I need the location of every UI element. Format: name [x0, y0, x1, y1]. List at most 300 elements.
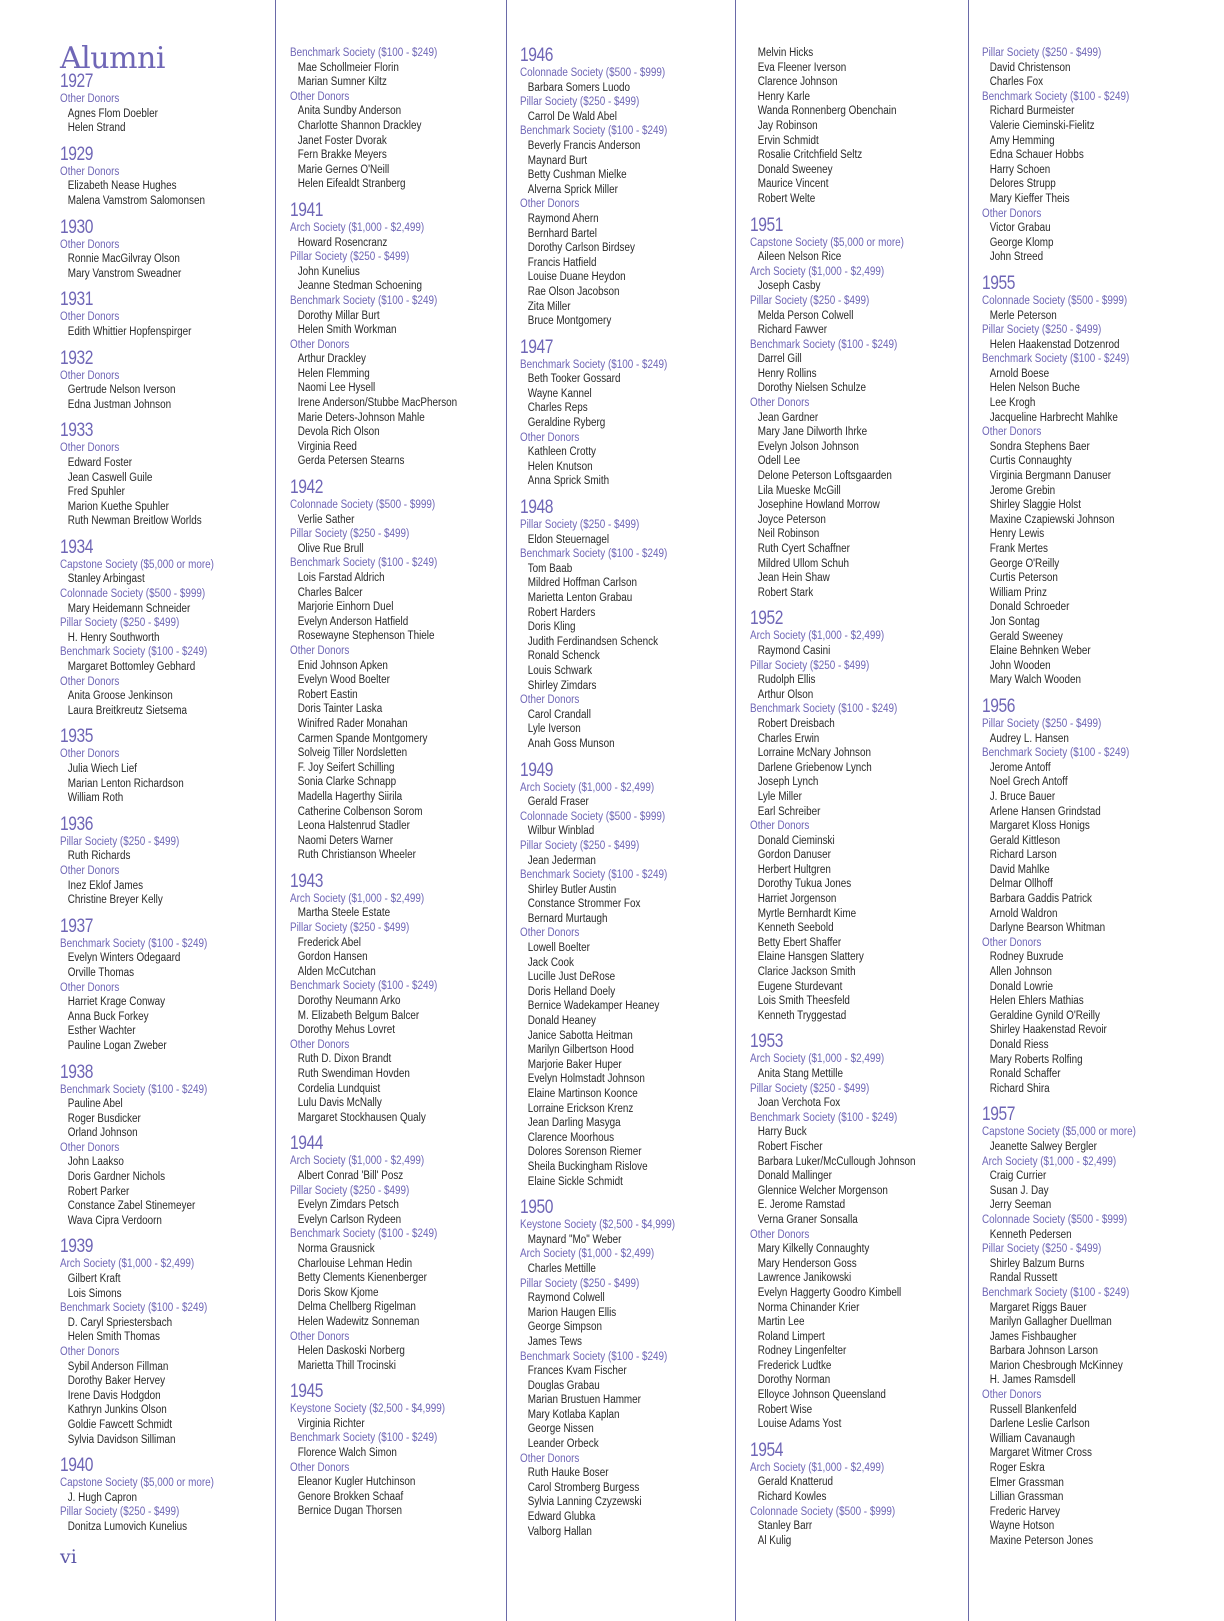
donor-name: Helen Ehlers Mathias: [989, 995, 1084, 1008]
donor-name: Norma Grausnick: [297, 1242, 375, 1255]
donor-name: Jack Cook: [527, 956, 574, 969]
class-year-heading: 1955: [982, 272, 1016, 294]
donor-name: Susan J. Day: [989, 1184, 1049, 1197]
donor-name: Agnes Flom Doebler: [67, 107, 158, 120]
class-year-section: [520, 498, 730, 752]
donor-name: George Nissen: [527, 1423, 594, 1436]
donor-name: Madella Hagerthy Siirila: [297, 790, 403, 803]
donor-name: Sheila Buckingham Rislove: [527, 1160, 648, 1173]
donor-name: Sylvia Lanning Czyzewski: [527, 1496, 642, 1509]
giving-society-label: Arch Society ($1,000 - $2,499): [750, 1053, 885, 1066]
donor-name: Irene Davis Hodgdon: [67, 1389, 161, 1402]
donor-name: Wayne Kannel: [527, 387, 592, 400]
donor-name: Helen Strand: [67, 122, 126, 135]
donor-name: Francis Hatfield: [527, 256, 597, 269]
donor-name: Inez Eklof James: [67, 879, 144, 892]
donor-name: Doris Gardner Nichols: [67, 1171, 166, 1184]
donor-name: Betty Ebert Shaffer: [757, 936, 842, 949]
donor-name: John Streed: [989, 251, 1044, 264]
donor-name: Mary Kilkelly Connaughty: [757, 1243, 870, 1256]
column-4: [750, 46, 960, 1548]
donor-name: Lorraine McNary Johnson: [757, 747, 871, 760]
donor-name: Rosalie Critchfield Seltz: [757, 149, 863, 162]
class-year-heading: 1932: [60, 347, 94, 369]
donor-name: Lila Mueske McGill: [757, 484, 841, 497]
donor-name: George Klomp: [989, 236, 1054, 249]
donor-name: Helen Daskoski Norberg: [297, 1345, 405, 1358]
donor-name: Curtis Peterson: [989, 572, 1058, 585]
donor-name: Dorothy Neumann Arko: [297, 995, 401, 1008]
donor-name: Virginia Reed: [297, 440, 357, 453]
class-year-heading: 1951: [750, 214, 784, 236]
donor-name: Marion Haugen Ellis: [527, 1306, 617, 1319]
donor-name: Noel Grech Antoff: [989, 776, 1068, 789]
giving-society-label: Other Donors: [520, 1452, 580, 1465]
donor-name: Wayne Hotson: [989, 1520, 1055, 1533]
class-year-section: [290, 201, 500, 469]
giving-society-label: Other Donors: [60, 369, 120, 382]
donor-name: Marion Kuethe Spuhler: [67, 500, 169, 513]
donor-name: Elaine Behnken Weber: [989, 645, 1091, 658]
giving-society-label: Other Donors: [982, 207, 1042, 220]
donor-name: Evelyn Anderson Hatfield: [297, 615, 409, 628]
donor-name: Mae Schollmeier Florin: [297, 61, 399, 74]
donor-name: Beth Tooker Gossard: [527, 373, 621, 386]
giving-society-label: Other Donors: [750, 820, 810, 833]
donor-name: Audrey L. Hansen: [989, 732, 1069, 745]
class-year-section: [520, 761, 730, 1190]
donor-name: Judith Ferdinandsen Schenck: [527, 635, 659, 648]
donor-name: Evelyn Winters Odegaard: [67, 952, 181, 965]
donor-name: Arlene Hansen Grindstad: [989, 805, 1101, 818]
donor-name: Raymond Ahern: [527, 212, 599, 225]
donor-name: Darrel Gill: [757, 353, 802, 366]
donor-name: Jerry Seeman: [989, 1199, 1052, 1212]
donor-name: Gordon Danuser: [757, 849, 831, 862]
donor-name: Robert Fischer: [757, 1140, 823, 1153]
donor-name: Maynard "Mo" Weber: [527, 1233, 622, 1246]
donor-name: H. James Ramsdell: [989, 1374, 1076, 1387]
giving-society-label: Pillar Society ($250 - $499): [520, 839, 640, 852]
donor-name: M. Elizabeth Belgum Balcer: [297, 1009, 420, 1022]
donor-name: Wilbur Winblad: [527, 825, 595, 838]
donor-name: Charles Erwin: [757, 732, 820, 745]
giving-society-label: Benchmark Society ($100 - $249): [290, 47, 438, 59]
donor-name: Marietta Lenton Grabau: [527, 592, 633, 604]
donor-name: Edna Justman Johnson: [67, 398, 172, 411]
donor-name: Frederick Abel: [297, 936, 361, 949]
donor-name: Margaret Kloss Honigs: [989, 820, 1090, 833]
giving-society-label: Benchmark Society ($100 - $249): [750, 1111, 898, 1124]
class-year-heading: 1943: [290, 870, 324, 892]
donor-name: Arnold Waldron: [989, 907, 1058, 920]
donor-name: Mary Kieffer Theis: [989, 192, 1070, 205]
donor-name: Barbara Gaddis Patrick: [989, 893, 1092, 906]
donor-name: Mildred Ullom Schuh: [757, 557, 849, 570]
donor-name: Eva Fleener Iverson: [757, 61, 847, 74]
class-year-heading: 1949: [520, 759, 554, 781]
donor-name: Gilbert Kraft: [67, 1273, 121, 1286]
donor-name: Anah Goss Munson: [527, 737, 615, 750]
donor-name: Henry Rollins: [757, 367, 817, 380]
donor-name: Roland Limpert: [757, 1330, 825, 1343]
donor-name: Genore Brokken Schaaf: [297, 1490, 404, 1503]
donor-name: Kathleen Crotty: [527, 446, 596, 459]
donor-name: Gerald Fraser: [527, 796, 589, 809]
donor-name: Helen Haakenstad Dotzenrod: [989, 338, 1120, 351]
giving-society-label: Arch Society ($1,000 - $2,499): [290, 221, 425, 234]
class-year-section: [60, 421, 268, 529]
giving-society-label: Pillar Society ($250 - $499): [290, 922, 410, 935]
donor-name: Maynard Burt: [527, 154, 588, 167]
donor-name: Russell Blankenfeld: [989, 1403, 1077, 1416]
donor-name: Kathryn Junkins Olson: [67, 1404, 167, 1417]
donor-name: Donald Cieminski: [757, 834, 835, 847]
donor-name: Catherine Colbenson Sorom: [297, 805, 423, 818]
donor-name: Shirley Butler Austin: [527, 883, 617, 896]
giving-society-label: Arch Society ($1,000 - $2,499): [290, 892, 425, 905]
donor-name: Dorothy Millar Burt: [297, 309, 380, 322]
donor-name: Ruth Cyert Schaffner: [757, 543, 850, 555]
donor-name: Leona Halstenrud Stadler: [297, 820, 410, 833]
class-year-heading: 1927: [60, 71, 94, 92]
donor-name: Ruth Hauke Boser: [527, 1467, 609, 1480]
donor-name: Barbara Somers Luodo: [527, 81, 630, 94]
donor-name: Donald Lowrie: [989, 980, 1053, 993]
giving-society-label: Other Donors: [520, 694, 580, 707]
class-year-section: [750, 1032, 960, 1431]
donor-name: H. Henry Southworth: [67, 631, 160, 644]
donor-name: Rosewayne Stephenson Thiele: [297, 630, 435, 643]
donor-name: Janice Sabotta Heitman: [527, 1029, 633, 1042]
donor-name: Tom Baab: [527, 562, 573, 575]
donor-name: Kenneth Tryggestad: [757, 1009, 847, 1022]
donor-name: Bernice Dugan Thorsen: [297, 1505, 403, 1518]
donor-name: Robert Welte: [757, 192, 816, 205]
donor-name: Darlyne Bearson Whitman: [989, 922, 1106, 935]
donor-name: Winifred Rader Monahan: [297, 717, 408, 730]
donor-name: Rodney Buxrude: [989, 951, 1064, 964]
donor-name: Laura Breitkreutz Sietsema: [67, 704, 188, 717]
donor-name: Mary Heidemann Schneider: [67, 602, 191, 615]
donor-name: Barbara Johnson Larson: [989, 1345, 1099, 1358]
donor-name: Rudolph Ellis: [757, 674, 816, 687]
donor-name: Marian Sumner Kiltz: [297, 76, 387, 89]
donor-name: Dolores Sorenson Riemer: [527, 1146, 642, 1159]
donor-name: Curtis Connaughty: [989, 455, 1072, 468]
giving-society-label: Keystone Society ($2,500 - $4,999): [290, 1403, 446, 1416]
donor-name: Melvin Hicks: [757, 47, 814, 59]
donor-name: Sylvia Davidson Silliman: [67, 1433, 176, 1446]
donor-name: Craig Currier: [989, 1170, 1047, 1183]
giving-society-label: Pillar Society ($250 - $499): [60, 835, 180, 848]
giving-society-label: Other Donors: [60, 165, 120, 178]
class-year-heading: 1939: [60, 1236, 94, 1258]
donor-name: Gerald Kittleson: [989, 834, 1061, 847]
donor-name: Robert Stark: [757, 586, 814, 599]
donor-name: Melda Person Colwell: [757, 309, 854, 322]
giving-society-label: Benchmark Society ($100 - $249): [982, 353, 1130, 366]
donor-name: Helen Knutson: [527, 460, 593, 473]
giving-society-label: Other Donors: [60, 1141, 120, 1154]
donor-name: Doris Tainter Laska: [297, 703, 383, 716]
donor-name: William Cavanaugh: [989, 1432, 1075, 1445]
donor-name: Marilyn Gallagher Duellman: [989, 1316, 1112, 1329]
donor-name: Shirley Haakenstad Revoir: [989, 1024, 1107, 1037]
class-year-heading: 1935: [60, 726, 94, 748]
donor-name: Mary Walch Wooden: [989, 674, 1081, 687]
donor-name: George O'Reilly: [989, 557, 1060, 570]
donor-name: Christine Breyer Kelly: [67, 894, 163, 907]
class-year-heading: 1934: [60, 536, 94, 558]
donor-name: Gertrude Nelson Iverson: [67, 384, 176, 397]
donor-name: Marian Lenton Richardson: [67, 777, 184, 790]
donor-name: Marion Chesbrough McKinney: [989, 1359, 1123, 1372]
donor-name: Delone Peterson Loftsgaarden: [757, 470, 892, 483]
donor-name: Richard Larson: [989, 849, 1057, 862]
column-2: [290, 46, 500, 1519]
giving-society-label: Pillar Society ($250 - $499): [520, 519, 640, 532]
donor-name: Verna Graner Sonsalla: [757, 1213, 858, 1226]
donor-name: Mary Roberts Rolfing: [989, 1053, 1083, 1066]
donor-name: Robert Dreisbach: [757, 717, 835, 730]
donor-name: Amy Hemming: [989, 134, 1055, 147]
class-year-heading: 1947: [520, 336, 554, 358]
column-3: [520, 46, 730, 1539]
donor-name: Aileen Nelson Rice: [757, 251, 842, 264]
donor-name: Lawrence Janikowski: [757, 1272, 852, 1285]
donor-name: Anita Groose Jenkinson: [67, 690, 173, 703]
donor-name: Geraldine Ryberg: [527, 417, 606, 430]
class-year-section: [290, 1134, 500, 1373]
donor-name: Elloyce Johnson Queensland: [757, 1389, 886, 1402]
class-year-heading: 1946: [520, 45, 554, 66]
donor-name: Valerie Cieminski-Fielitz: [989, 119, 1095, 132]
class-year-section: [520, 46, 730, 329]
class-year-section: [982, 1105, 1192, 1548]
donor-name: Harriet Jorgenson: [757, 893, 837, 906]
donor-name: Evelyn Haggerty Goodro Kimbell: [757, 1286, 902, 1299]
donor-name: Carrol De Wald Abel: [527, 110, 617, 123]
donor-name: Anita Sundby Anderson: [297, 105, 402, 118]
donor-name: Virginia Richter: [297, 1417, 365, 1430]
donor-name: Elmer Grassman: [989, 1476, 1064, 1489]
giving-society-label: Pillar Society ($250 - $499): [982, 324, 1102, 337]
class-year-heading: 1945: [290, 1381, 324, 1403]
giving-society-label: Colonnade Society ($500 - $999): [982, 1213, 1128, 1226]
donor-name: J. Bruce Bauer: [989, 790, 1056, 803]
donor-name: Ruth D. Dixon Brandt: [297, 1053, 392, 1066]
donor-name: Donitza Lumovich Kunelius: [67, 1520, 188, 1533]
donor-name: J. Hugh Capron: [67, 1491, 138, 1504]
donor-name: Martin Lee: [757, 1316, 805, 1329]
class-year-section: [60, 917, 268, 1054]
donor-name: Evelyn Holmstadt Johnson: [527, 1073, 645, 1086]
donor-name: Stanley Barr: [757, 1520, 813, 1533]
donor-name: Carol Stromberg Burgess: [527, 1481, 640, 1494]
donor-name: Marjorie Einhorn Duel: [297, 601, 394, 614]
giving-society-label: Colonnade Society ($500 - $999): [750, 1505, 896, 1518]
donor-name: Roger Eskra: [989, 1462, 1045, 1475]
donor-name: Carmen Spande Montgomery: [297, 732, 428, 745]
class-year-heading: 1948: [520, 497, 554, 519]
donor-name: Lucille Just DeRose: [527, 971, 616, 984]
donor-name: Jon Sontag: [989, 615, 1040, 628]
donor-name: Dorothy Tukua Jones: [757, 878, 852, 891]
giving-society-label: Pillar Society ($250 - $499): [750, 294, 870, 307]
class-year-section: [60, 72, 268, 136]
giving-society-label: Arch Society ($1,000 - $2,499): [520, 1248, 655, 1261]
class-year-section: [60, 727, 268, 805]
giving-society-label: Pillar Society ($250 - $499): [982, 1243, 1102, 1256]
donor-name: Julia Wiech Lief: [67, 763, 138, 775]
giving-society-label: Other Donors: [60, 1346, 120, 1358]
giving-society-label: Colonnade Society ($500 - $999): [520, 810, 666, 823]
donor-name: Darlene Griebenow Lynch: [757, 761, 872, 774]
donor-name: Glennice Welcher Morgenson: [757, 1184, 888, 1197]
class-year-section: [60, 1237, 268, 1447]
donor-name: Martha Steele Estate: [297, 907, 391, 920]
donor-name: Helen Smith Workman: [297, 324, 397, 337]
column-rule: [735, 0, 736, 1621]
donor-name: Ronald Schaffer: [989, 1068, 1061, 1081]
donor-name: Marie Gernes O'Neill: [297, 163, 390, 176]
donor-name: Olive Rue Brull: [297, 542, 364, 555]
donor-name: Sondra Stephens Baer: [989, 440, 1090, 453]
donor-name: Delmar Ollhoff: [989, 878, 1053, 891]
class-year-section: [290, 46, 500, 192]
donor-name: Henry Karle: [757, 90, 810, 103]
donor-name: Elaine Martinson Koonce: [527, 1088, 638, 1100]
giving-society-label: Other Donors: [750, 397, 810, 410]
donor-name: Irene Anderson/Stubbe MacPherson: [297, 397, 458, 410]
giving-society-label: Colonnade Society ($500 - $999): [60, 588, 206, 601]
donor-name: Douglas Grabau: [527, 1379, 600, 1392]
donor-name: Maxine Peterson Jones: [989, 1535, 1094, 1547]
giving-society-label: Other Donors: [290, 338, 350, 351]
giving-society-label: Other Donors: [520, 431, 580, 444]
donor-name: Richard Burmeister: [989, 105, 1075, 118]
donor-name: Anita Stang Mettille: [757, 1068, 843, 1080]
donor-name: Dorothy Carlson Birdsey: [527, 242, 635, 255]
giving-society-label: Arch Society ($1,000 - $2,499): [982, 1155, 1117, 1168]
class-year-section: [750, 46, 960, 207]
donor-name: Dorothy Mehus Lovret: [297, 1024, 396, 1037]
donor-name: Harry Schoen: [989, 163, 1051, 176]
donor-name: David Christenson: [989, 61, 1071, 74]
donor-name: Lee Krogh: [989, 397, 1036, 410]
donor-name: Solveig Tiller Nordsletten: [297, 747, 408, 760]
donor-name: Margaret Stockhausen Qualy: [297, 1111, 426, 1124]
class-year-section: [982, 697, 1192, 1096]
donor-name: Bruce Montgomery: [527, 315, 612, 328]
donor-name: Elizabeth Nease Hughes: [67, 180, 177, 193]
donor-name: Rae Olson Jacobson: [527, 285, 620, 298]
donor-name: Elaine Sickle Schmidt: [527, 1175, 623, 1188]
class-year-section: [60, 1063, 268, 1229]
giving-society-label: Other Donors: [290, 1461, 350, 1474]
donor-name: Jean Caswell Guile: [67, 471, 153, 484]
giving-society-label: Pillar Society ($250 - $499): [520, 96, 640, 109]
donor-name: Clarence Johnson: [757, 76, 838, 89]
donor-name: Frederick Ludtke: [757, 1359, 832, 1372]
giving-society-label: Arch Society ($1,000 - $2,499): [290, 1155, 425, 1168]
donor-name: Betty Clements Kienenberger: [297, 1272, 427, 1285]
donor-name: Gerda Petersen Stearns: [297, 455, 405, 468]
giving-society-label: Pillar Society ($250 - $499): [982, 47, 1102, 59]
giving-society-label: Other Donors: [60, 442, 120, 455]
class-year-section: [750, 216, 960, 601]
donor-name: Eugene Sturdevant: [757, 980, 843, 993]
giving-society-label: Arch Society ($1,000 - $2,499): [60, 1258, 195, 1271]
donor-name: Harriet Krage Conway: [67, 996, 166, 1009]
donor-name: Ruth Richards: [67, 850, 131, 863]
giving-society-label: Benchmark Society ($100 - $249): [750, 338, 898, 351]
donor-name: Donald Riess: [989, 1039, 1049, 1051]
donor-name: Mary Kotlaba Kaplan: [527, 1408, 620, 1421]
donor-name: Richard Shira: [989, 1082, 1050, 1095]
class-year-heading: 1956: [982, 695, 1016, 717]
donor-name: Naomi Deters Warner: [297, 834, 394, 847]
donor-name: Robert Harders: [527, 606, 596, 619]
donor-name: Jerome Grebin: [989, 484, 1056, 497]
donor-name: Esther Wachter: [67, 1025, 136, 1038]
column-5: [982, 46, 1192, 1549]
donor-name: Jerome Antoff: [989, 761, 1051, 774]
giving-society-label: Other Donors: [290, 644, 350, 657]
donor-name: Charlotte Shannon Drackley: [297, 119, 422, 132]
giving-society-label: Arch Society ($1,000 - $2,499): [750, 265, 885, 278]
giving-society-label: Other Donors: [290, 90, 350, 103]
donor-name: Evelyn Carlson Rydeen: [297, 1213, 402, 1226]
donor-name: Clarice Jackson Smith: [757, 966, 856, 979]
class-year-heading: 1930: [60, 216, 94, 238]
donor-name: Janet Foster Dvorak: [297, 134, 387, 147]
donor-name: Edward Glubka: [527, 1511, 596, 1524]
donor-name: Al Kulig: [757, 1534, 792, 1547]
donor-name: James Tews: [527, 1335, 582, 1348]
class-year-section: [982, 274, 1192, 688]
donor-name: Mary Vanstrom Sweadner: [67, 267, 182, 280]
class-year-section: [750, 609, 960, 1023]
donor-name: Wava Cipra Verdoorn: [67, 1214, 162, 1227]
donor-name: Delores Strupp: [989, 178, 1056, 191]
donor-name: Victor Grabau: [989, 222, 1051, 235]
donor-name: Verlie Sather: [297, 513, 355, 526]
donor-name: Doris Kling: [527, 621, 576, 634]
donor-name: Joseph Lynch: [757, 776, 819, 789]
donor-name: Frederic Harvey: [989, 1505, 1061, 1518]
giving-society-label: Other Donors: [60, 238, 120, 251]
donor-name: Charles Fox: [989, 76, 1044, 89]
donor-name: Doris Helland Doely: [527, 985, 616, 998]
class-year-heading: 1933: [60, 420, 94, 442]
page-title: Alumni: [60, 41, 165, 76]
donor-name: Kenneth Seebold: [757, 922, 834, 935]
donor-name: Charles Balcer: [297, 586, 363, 599]
donor-name: Donald Sweeney: [757, 163, 833, 176]
donor-name: Norma Chinander Krier: [757, 1301, 860, 1314]
donor-name: Charles Mettille: [527, 1262, 596, 1275]
column-rule: [506, 0, 507, 1621]
donor-name: Roger Busdicker: [67, 1112, 141, 1125]
donor-name: Maurice Vincent: [757, 178, 829, 191]
giving-society-label: Benchmark Society ($100 - $249): [982, 1286, 1130, 1299]
giving-society-label: Benchmark Society ($100 - $249): [60, 1302, 208, 1315]
page-number: vi: [60, 1546, 77, 1568]
donor-name: Herbert Hultgren: [757, 863, 831, 876]
giving-society-label: Pillar Society ($250 - $499): [60, 1506, 180, 1519]
